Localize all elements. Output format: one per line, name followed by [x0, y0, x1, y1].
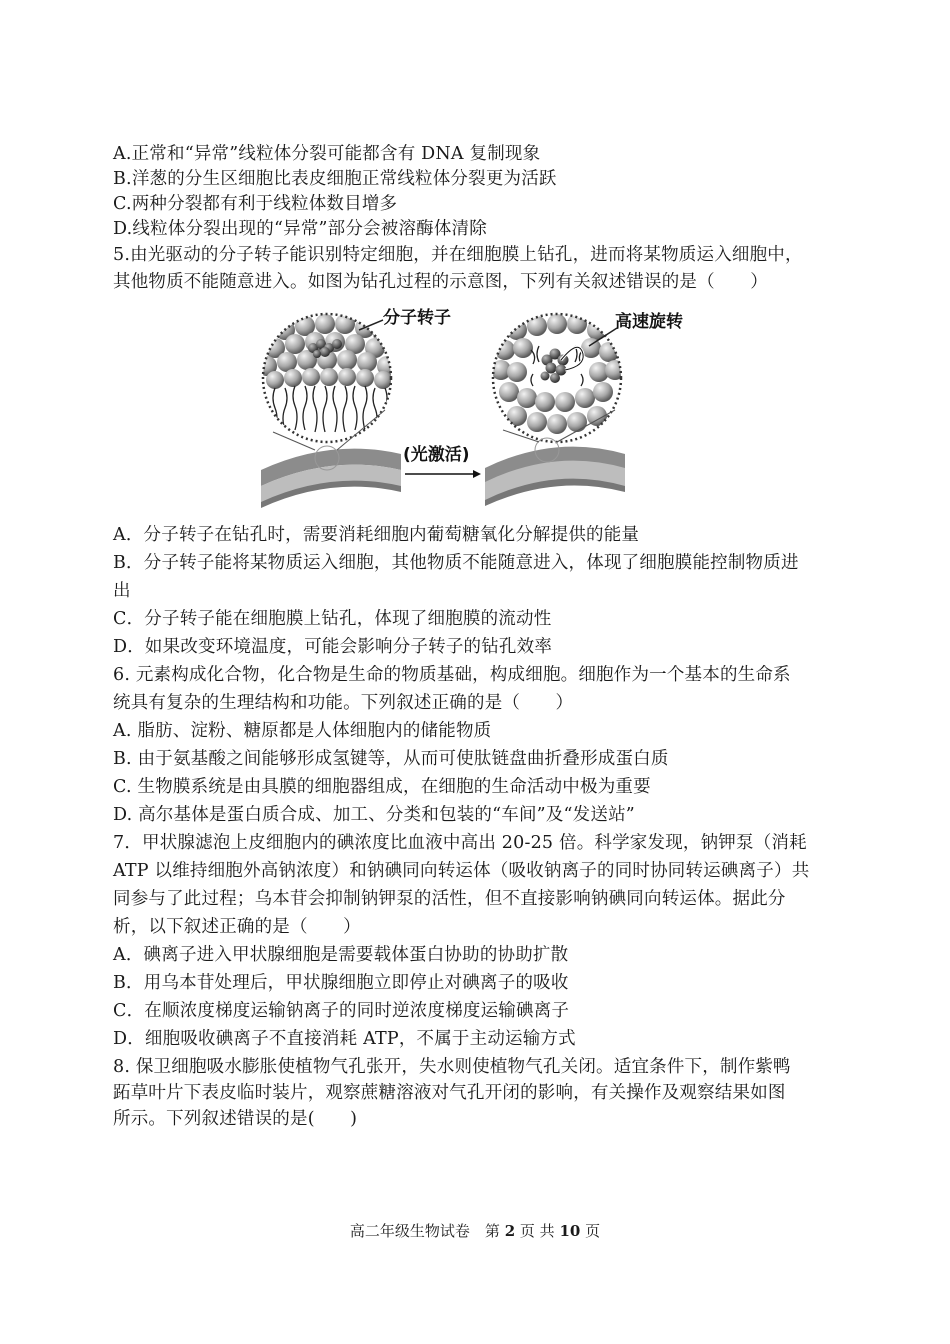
q8-stem-line-1: 8. 保卫细胞吸水膨胀使植物气孔张开，失水则使植物气孔关闭。适宜条件下，制作紫鸭 [113, 1057, 791, 1077]
q7-stem-line-2: ATP 以维持细胞外高钠浓度）和钠碘同向转运体（吸收钠离子的同时协同转运碘离子）共 [113, 861, 810, 881]
q4-option-a: A.正常和“异常”线粒体分裂可能都含有 DNA 复制现象 [113, 144, 541, 164]
q6-stem-line-2: 统具有复杂的生理结构和功能。下列叙述正确的是（ ） [113, 693, 574, 713]
q7-option-b: B．用乌本苷处理后，甲状腺细胞立即停止对碘离子的吸收 [113, 973, 569, 993]
right-arrow-icon [405, 470, 481, 478]
membrane-left [261, 446, 401, 508]
q5-option-c: C．分子转子能在细胞膜上钻孔，体现了细胞膜的流动性 [113, 609, 552, 629]
q5-option-d: D．如果改变环境温度，可能会影响分子转子的钻孔效率 [113, 637, 553, 657]
q7-option-d: D．细胞吸收碘离子不直接消耗 ATP，不属于主动运输方式 [113, 1029, 576, 1049]
q7-stem-line-1: 7．甲状腺滤泡上皮细胞内的碘浓度比血液中高出 20-25 倍。科学家发现，钠钾泵（消耗 [113, 833, 807, 853]
q6-option-c: C. 生物膜系统是由具膜的细胞器组成，在细胞的生命活动中极为重要 [113, 777, 651, 797]
q5-option-b: B．分子转子能将某物质运入细胞，其他物质不能随意进入，体现了细胞膜能控制物质进 [113, 553, 799, 573]
q5-option-b-cont: 出 [113, 581, 131, 601]
q7-option-c: C．在顺浓度梯度运输钠离子的同时逆浓度梯度运输碘离子 [113, 1001, 570, 1021]
q4-option-c: C.两种分裂都有利于线粒体数目增多 [113, 194, 398, 214]
footer-prefix: 高二年级生物试卷 第 [349, 1222, 505, 1240]
q5-stem-line-1: 5.由光驱动的分子转子能识别特定细胞，并在细胞膜上钻孔，进而将某物质运入细胞中， [113, 245, 803, 265]
q6-option-b: B. 由于氨基酸之间能够形成氢键等，从而可使肽链盘曲折叠形成蛋白质 [113, 749, 669, 769]
label-light-activation: (光激活) [403, 445, 470, 465]
q8-stem-line-2: 跖草叶片下表皮临时装片，观察蔗糖溶液对气孔开闭的影响，有关操作及观察结果如图 [113, 1083, 786, 1103]
q4-option-d: D.线粒体分裂出现的“异常”部分会被溶酶体清除 [113, 219, 487, 239]
q5-option-a: A．分子转子在钻孔时，需要消耗细胞内葡萄糖氧化分解提供的能量 [113, 525, 640, 545]
q6-stem-line-1: 6. 元素构成化合物，化合物是生命的物质基础，构成细胞。细胞作为一个基本的生命系 [113, 665, 791, 685]
q7-stem-line-4: 析，以下叙述正确的是（ ） [113, 917, 361, 937]
q5-stem-line-2: 其他物质不能随意进入。如图为钻孔过程的示意图，下列有关叙述错误的是（ ） [113, 272, 768, 292]
label-molecular-rotor: 分子转子 [383, 308, 451, 328]
label-high-speed-rotation: 高速旋转 [615, 312, 683, 332]
footer-page-number: 2 [504, 1222, 516, 1240]
molecular-rotor-figure [255, 300, 695, 512]
q8-stem-line-3: 所示。下列叙述错误的是( ) [113, 1109, 358, 1129]
membrane-right [485, 438, 625, 506]
page-footer [0, 1220, 950, 1242]
q4-option-b: B.洋葱的分生区细胞比表皮细胞正常线粒体分裂更为活跃 [113, 169, 557, 189]
footer-suffix: 页 [580, 1222, 601, 1240]
q6-option-d: D. 高尔基体是蛋白质合成、加工、分类和包装的“车间”及“发送站” [113, 805, 635, 825]
footer-mid: 页 共 [515, 1222, 560, 1240]
membrane-zoom-right [485, 300, 635, 460]
q6-option-a: A. 脂肪、淀粉、糖原都是人体细胞内的储能物质 [113, 721, 492, 741]
footer-total-pages: 10 [559, 1222, 581, 1240]
q7-option-a: A．碘离子进入甲状腺细胞是需要载体蛋白协助的协助扩散 [113, 945, 569, 965]
q7-stem-line-3: 同参与了此过程；乌本苷会抑制钠钾泵的活性，但不直接影响钠碘同向转运体。据此分 [113, 889, 786, 909]
